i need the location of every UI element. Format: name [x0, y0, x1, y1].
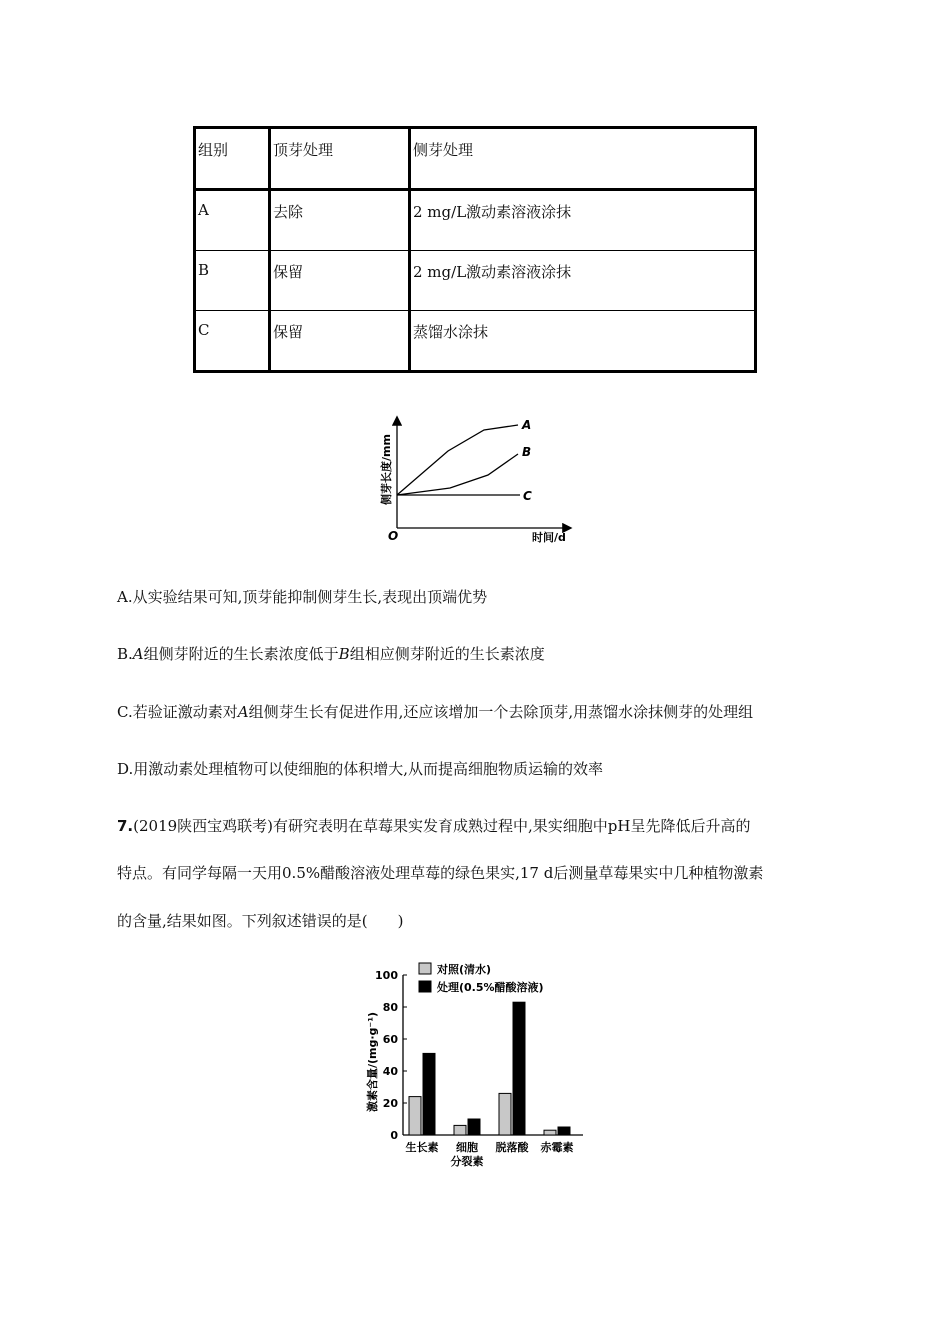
question-7-line-3 [117, 910, 403, 931]
table-header-row [195, 128, 756, 190]
bar [468, 1119, 480, 1135]
option-b-var2: B [338, 645, 350, 663]
question-7-line-2 [117, 862, 763, 883]
legend-swatch [419, 981, 431, 992]
y-tick-label: 0 [390, 1129, 398, 1142]
bar [558, 1127, 570, 1135]
option-d-text: D.用激动素处理植物可以使细胞的体积增大,从而提高细胞物质运输的效率 [117, 760, 604, 778]
x-axis-label: 时间/d [532, 531, 566, 544]
x-tick-label: 分裂素 [450, 1155, 484, 1168]
question-7-line-1 [117, 815, 750, 836]
origin-label: O [388, 529, 399, 543]
table-row [195, 311, 756, 372]
lateral-bud-growth-chart [360, 410, 590, 550]
table-cell: 2 mg/L激动素溶液涂抹 [410, 190, 756, 251]
question-number: 7. [117, 817, 134, 835]
table-cell: B [195, 251, 270, 311]
bar [544, 1130, 556, 1135]
table-cell: 去除 [270, 190, 410, 251]
series-line-b [397, 454, 518, 495]
table-header-cell: 组别 [195, 128, 270, 190]
table-row [195, 251, 756, 311]
option-c-prefix: C.若验证激动素对 [117, 703, 238, 721]
option-d [117, 758, 603, 779]
bar [499, 1093, 511, 1135]
y-tick-label: 60 [382, 1033, 398, 1046]
legend-swatch [419, 963, 431, 974]
bar [513, 1002, 525, 1135]
x-tick-label: 细胞 [456, 1141, 478, 1154]
table-row [195, 190, 756, 251]
y-tick-label: 100 [375, 969, 398, 982]
option-b-suffix: 组相应侧芽附近的生长素浓度 [349, 645, 545, 663]
legend-label: 对照(清水) [437, 963, 492, 976]
y-tick-label: 80 [382, 1001, 398, 1014]
question-7-text-1: (2019陕西宝鸡联考)有研究表明在草莓果实发育成熟过程中,果实细胞中pH呈先降低后升高的 [133, 817, 751, 835]
option-a-text: A.从实验结果可知,顶芽能抑制侧芽生长,表现出顶端优势 [117, 588, 488, 606]
y-tick-label: 40 [382, 1065, 398, 1078]
series-label-b: B [522, 445, 532, 459]
option-a [117, 586, 487, 607]
x-tick-label: 赤霉素 [540, 1141, 574, 1154]
y-axis-label: 侧芽长度/mm [380, 434, 393, 505]
option-c-var1: A [237, 703, 249, 721]
y-axis-label: 激素含量/(mg·g⁻¹) [366, 1011, 379, 1112]
x-tick-label: 生长素 [405, 1141, 439, 1154]
question-7-text-2: 特点。有同学每隔一天用0.5%醋酸溶液处理草莓的绿色果实,17 d后测量草莓果实中几种植物激素 [117, 864, 764, 882]
bar [454, 1125, 466, 1135]
series-label-c: C [523, 489, 532, 503]
y-tick-label: 20 [382, 1097, 398, 1110]
question-7-text-3: 的含量,结果如图。下列叙述错误的是( ) [117, 912, 404, 930]
table-cell: C [195, 311, 270, 372]
table-cell: 2 mg/L激动素溶液涂抹 [410, 251, 756, 311]
option-c-suffix: 组侧芽生长有促进作用,还应该增加一个去除顶芽,用蒸馏水涂抹侧芽的处理组 [248, 703, 754, 721]
bar [409, 1097, 421, 1135]
option-b-prefix: B. [117, 645, 133, 663]
series-label-a: A [522, 418, 532, 432]
table-cell: 保留 [270, 311, 410, 372]
option-b [117, 643, 545, 664]
bar [423, 1053, 435, 1135]
option-b-var1: A [132, 645, 144, 663]
treatment-table [193, 126, 757, 373]
table-cell: 蒸馏水涂抹 [410, 311, 756, 372]
table-cell: A [195, 190, 270, 251]
legend-label: 处理(0.5%醋酸溶液) [437, 981, 544, 994]
hormone-content-bar-chart [355, 955, 605, 1180]
table-header-cell: 侧芽处理 [410, 128, 756, 190]
table-cell: 保留 [270, 251, 410, 311]
option-b-mid: 组侧芽附近的生长素浓度低于 [143, 645, 339, 663]
option-c [117, 701, 753, 722]
series-line-a [397, 425, 518, 495]
x-tick-label: 脱落酸 [495, 1141, 529, 1154]
table-header-cell: 顶芽处理 [270, 128, 410, 190]
